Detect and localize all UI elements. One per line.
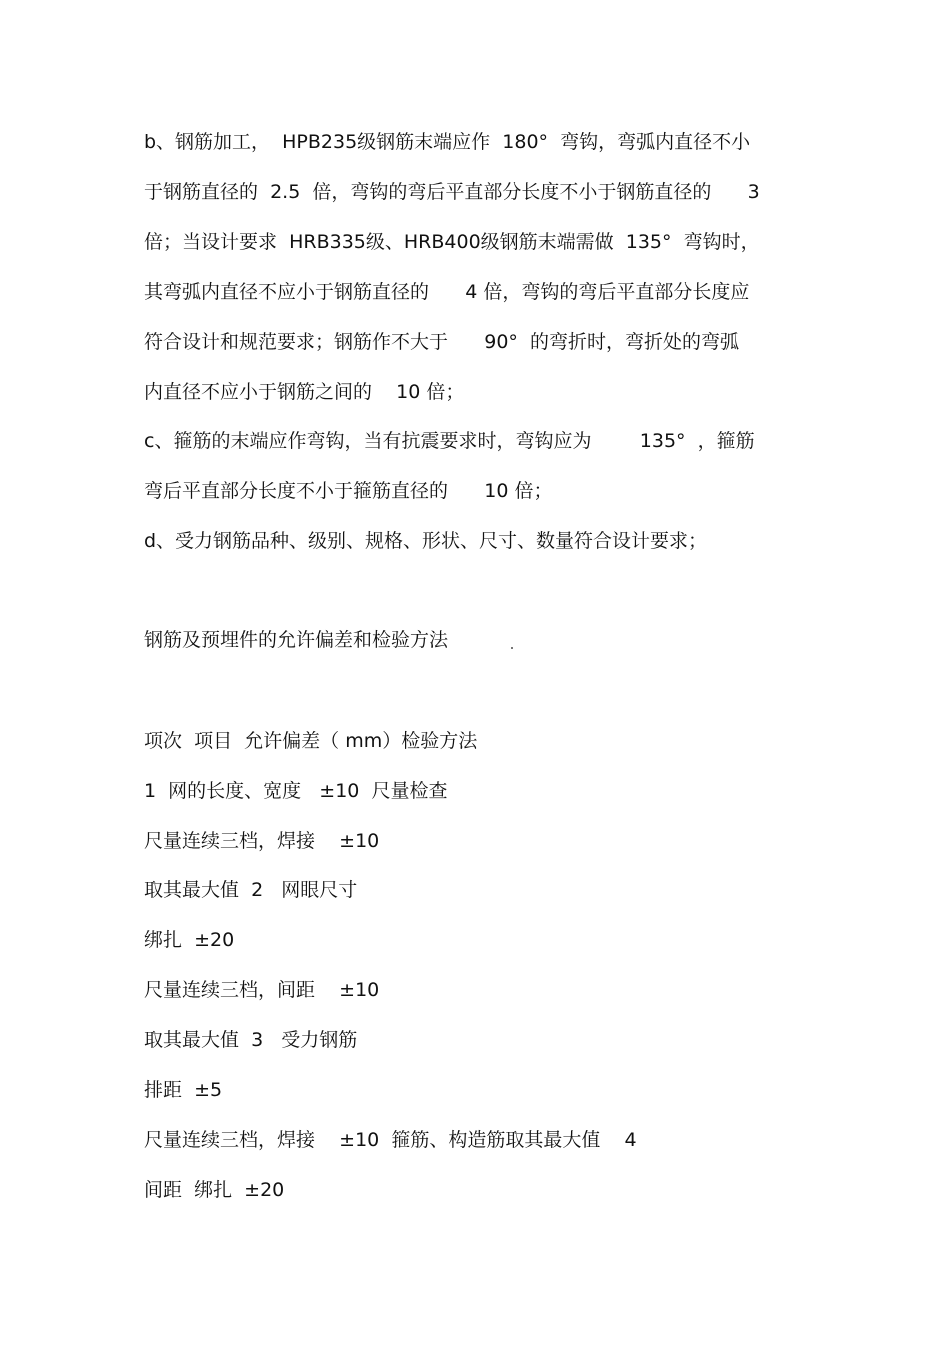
table-header: 项次 项目 允许偏差（ mm）检验方法: [144, 730, 478, 752]
paragraph-b-line-1: b、钢筋加工， HPB235级钢筋末端应作 180° 弯钩，弯弧内直径不小: [144, 131, 751, 153]
table-line: 尺量连续三档，间距 ±10: [144, 979, 380, 1001]
table-line: 绑扎 ±20: [144, 929, 235, 951]
paragraph-b-line-4: 其弯弧内直径不应小于钢筋直径的 4 倍，弯钩的弯后平直部分长度应: [144, 281, 750, 303]
table-line: 排距 ±5: [144, 1079, 223, 1101]
paragraph-d-line-1: d、受力钢筋品种、级别、规格、形状、尺寸、数量符合设计要求；: [144, 530, 708, 552]
paragraph-b-line-6: 内直径不应小于钢筋之间的 10 倍；: [144, 381, 465, 403]
table-line: 间距 绑扎 ±20: [144, 1179, 285, 1201]
paragraph-c-line-1: c、箍筋的末端应作弯钩，当有抗震要求时，弯钩应为 135° ，箍筋: [144, 430, 755, 452]
paragraph-b-line-5: 符合设计和规范要求；钢筋作不大于 90° 的弯折时，弯折处的弯弧: [144, 331, 739, 353]
section-title: 钢筋及预埋件的允许偏差和检验方法: [144, 629, 449, 651]
table-line: 取其最大值 2 网眼尺寸: [144, 879, 358, 901]
table-line: 尺量连续三档，焊接 ±10: [144, 830, 380, 852]
paragraph-c-line-2: 弯后平直部分长度不小于箍筋直径的 10 倍；: [144, 480, 553, 502]
paragraph-b-line-2: 于钢筋直径的 2.5 倍，弯钩的弯后平直部分长度不小于钢筋直径的 3: [144, 181, 760, 203]
paragraph-b-line-3: 倍；当设计要求 HRB335级、HRB400级钢筋末端需做 135° 弯钩时，: [144, 231, 760, 253]
table-line: 尺量连续三档，焊接 ±10 箍筋、构造筋取其最大值 4: [144, 1129, 637, 1151]
stray-dot: [511, 647, 513, 649]
table-line: 取其最大值 3 受力钢筋: [144, 1029, 358, 1051]
table-line: 1 网的长度、宽度 ±10 尺量检查: [144, 780, 448, 802]
